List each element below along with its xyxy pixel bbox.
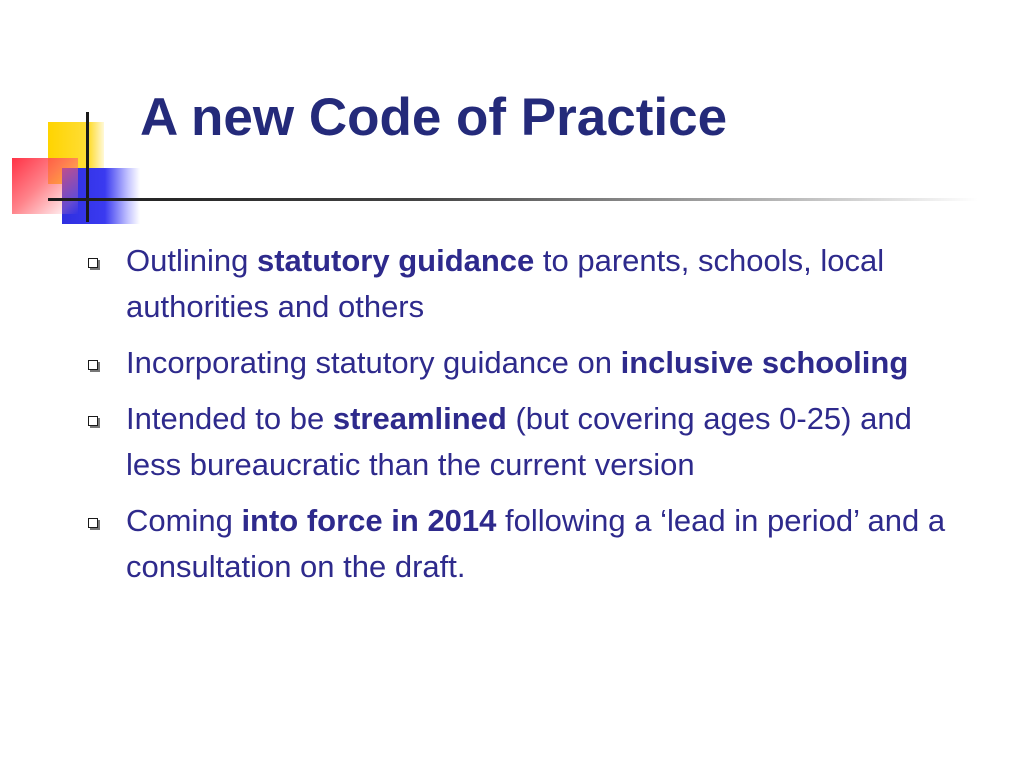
bullet-text-segment: Incorporating statutory guidance on [126,345,621,380]
bullet-text [126,243,884,324]
bullet-emphasis: statutory guidance [256,243,535,278]
bullet-text [126,503,945,584]
bullet-text-segment: Outlining [126,243,257,278]
square-bullet-icon [88,360,98,370]
bullet-item [80,498,960,590]
bullet-emphasis: into force in 2014 [241,503,497,538]
bullet-text-segment: Coming [126,503,242,538]
bullet-emphasis: streamlined [332,401,507,436]
slide-title: A new Code of Practice [140,88,728,147]
ornament-vertical-line [86,112,89,222]
bullet-text [126,401,912,482]
bullet-text-segment: following a ‘lead in period’ and a consultation on the draft. [126,503,946,584]
square-bullet-icon [88,258,98,268]
bullet-item [80,340,960,386]
bullet-item [80,238,960,330]
bullet-text-segment: (but covering ages 0-25) and less bureaucratic than the current version [126,401,912,482]
square-bullet-icon [88,416,98,426]
ornament-red-square [12,158,78,214]
bullet-emphasis: inclusive schooling [620,345,909,380]
bullet-list [80,238,960,600]
bullet-text [126,345,908,380]
bullet-text-segment: to parents, schools, local authorities and others [126,243,885,324]
bullet-text-segment: Intended to be [126,401,333,436]
title-underline [48,198,978,201]
square-bullet-icon [88,518,98,528]
bullet-item [80,396,960,488]
